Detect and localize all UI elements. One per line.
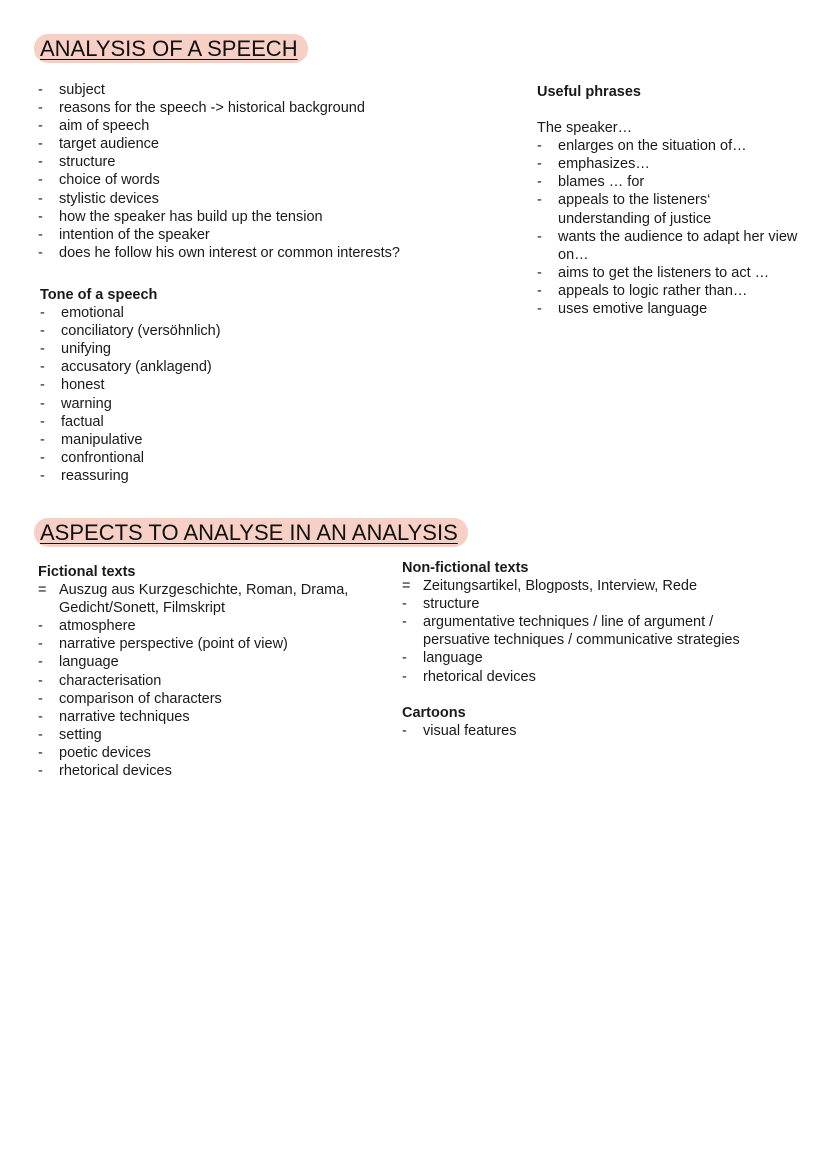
list-item bbox=[537, 228, 799, 264]
list-item-text: factual bbox=[61, 413, 104, 430]
list-item-text: setting bbox=[59, 726, 102, 743]
bullet-marker: - bbox=[40, 305, 45, 322]
list-item-text: appeals to the listeners‘ understanding of justice bbox=[558, 192, 712, 227]
bullet-marker: - bbox=[38, 226, 43, 243]
bullet-marker: - bbox=[38, 136, 43, 153]
bullet-marker: - bbox=[38, 118, 43, 135]
list-item bbox=[402, 649, 782, 667]
list-item bbox=[38, 762, 378, 780]
list-item bbox=[38, 208, 508, 226]
bullet-marker: - bbox=[40, 413, 45, 430]
tone-title: Tone of a speech bbox=[40, 287, 158, 303]
list-item-text: target audience bbox=[59, 136, 159, 153]
list-item-text: conciliatory (versöhnlich) bbox=[61, 323, 221, 340]
bullet-marker: - bbox=[537, 264, 542, 281]
nonfictional-texts-section bbox=[402, 559, 782, 740]
list-item bbox=[402, 613, 782, 649]
bullet-marker: - bbox=[38, 244, 43, 261]
nonfictional-texts-list bbox=[402, 577, 782, 686]
fictional-texts-title: Fictional texts bbox=[38, 564, 136, 580]
list-item-text: subject bbox=[59, 82, 105, 98]
bullet-marker: - bbox=[402, 722, 407, 739]
speech-aspects-section bbox=[38, 81, 508, 262]
bullet-marker: - bbox=[38, 726, 43, 743]
list-item bbox=[40, 449, 340, 467]
list-item-text: language bbox=[59, 654, 119, 671]
list-item-text: narrative perspective (point of view) bbox=[59, 636, 288, 653]
bullet-marker: - bbox=[402, 614, 407, 631]
fictional-texts-list bbox=[38, 581, 378, 780]
bullet-marker: = bbox=[38, 582, 47, 599]
list-item-text: argumentative techniques / line of argument / persuative techniques / communicative strategies bbox=[423, 614, 740, 649]
list-item-text: aims to get the listeners to act … bbox=[558, 264, 770, 281]
list-item bbox=[40, 431, 340, 449]
list-item-text: narrative techniques bbox=[59, 708, 190, 725]
list-item bbox=[38, 653, 378, 671]
bullet-marker: - bbox=[38, 744, 43, 761]
list-item-text: Auszug aus Kurzgeschichte, Roman, Drama, Gedicht/Sonett, Filmskript bbox=[59, 582, 349, 617]
list-item bbox=[537, 191, 799, 227]
bullet-marker: - bbox=[537, 138, 542, 155]
list-item bbox=[38, 672, 378, 690]
bullet-marker: - bbox=[38, 100, 43, 117]
list-item bbox=[537, 282, 799, 300]
list-item-text: rhetorical devices bbox=[59, 763, 172, 780]
bullet-marker: - bbox=[38, 208, 43, 225]
list-item-text: does he follow his own interest or common interests? bbox=[59, 244, 400, 261]
list-item-text: comparison of characters bbox=[59, 690, 222, 707]
speech-aspects-list bbox=[38, 81, 508, 262]
list-item bbox=[38, 99, 508, 117]
list-item-text: choice of words bbox=[59, 172, 160, 189]
list-item-text: structure bbox=[59, 154, 116, 171]
list-item bbox=[40, 358, 340, 376]
bullet-marker: - bbox=[537, 156, 542, 173]
list-item bbox=[38, 117, 508, 135]
list-item bbox=[40, 467, 340, 485]
list-item-text: language bbox=[423, 650, 483, 667]
aspects-heading: ASPECTS TO ANALYSE IN AN ANALYSIS bbox=[34, 518, 468, 547]
useful-phrases-section bbox=[537, 83, 799, 318]
nonfictional-texts-title: Non-fictional texts bbox=[402, 560, 529, 576]
list-item bbox=[38, 190, 508, 208]
bullet-marker: - bbox=[537, 192, 542, 209]
tone-list bbox=[40, 304, 340, 485]
list-item-text: structure bbox=[423, 596, 480, 613]
bullet-marker: - bbox=[40, 341, 45, 358]
list-item-text: rhetorical devices bbox=[423, 668, 536, 685]
bullet-marker: - bbox=[40, 359, 45, 376]
list-item bbox=[38, 581, 378, 617]
list-item-text: wants the audience to adapt her view on… bbox=[558, 228, 798, 263]
bullet-marker: - bbox=[38, 154, 43, 171]
list-item-text: appeals to logic rather than… bbox=[558, 282, 748, 299]
list-item-text: intention of the speaker bbox=[59, 226, 210, 243]
list-item-text: stylistic devices bbox=[59, 190, 159, 207]
list-item bbox=[38, 81, 508, 99]
list-item bbox=[40, 376, 340, 394]
list-item-text: aim of speech bbox=[59, 118, 150, 135]
bullet-marker: - bbox=[38, 82, 43, 98]
bullet-marker: - bbox=[38, 708, 43, 725]
bullet-marker: - bbox=[40, 395, 45, 412]
bullet-marker: - bbox=[402, 650, 407, 667]
list-item-text: emotional bbox=[61, 305, 124, 322]
bullet-marker: - bbox=[38, 654, 43, 671]
list-item-text: uses emotive language bbox=[558, 301, 708, 318]
list-item bbox=[40, 340, 340, 358]
bullet-marker: = bbox=[402, 578, 411, 595]
bullet-marker: - bbox=[38, 636, 43, 653]
list-item bbox=[38, 171, 508, 189]
bullet-marker: - bbox=[40, 431, 45, 448]
bullet-marker: - bbox=[537, 174, 542, 191]
bullet-marker: - bbox=[38, 190, 43, 207]
list-item-text: emphasizes… bbox=[558, 156, 650, 173]
bullet-marker: - bbox=[38, 672, 43, 689]
bullet-marker: - bbox=[38, 763, 43, 780]
useful-phrases-title: Useful phrases bbox=[537, 84, 641, 100]
list-item-text: manipulative bbox=[61, 431, 143, 448]
list-item-text: how the speaker has build up the tension bbox=[59, 208, 323, 225]
list-item-text: Zeitungsartikel, Blogposts, Interview, Rede bbox=[423, 578, 698, 595]
list-item bbox=[38, 635, 378, 653]
list-item bbox=[537, 155, 799, 173]
list-item bbox=[40, 322, 340, 340]
list-item-text: accusatory (anklagend) bbox=[61, 359, 212, 376]
bullet-marker: - bbox=[40, 323, 45, 340]
list-item-text: atmosphere bbox=[59, 618, 136, 635]
list-item-text: confrontional bbox=[61, 449, 145, 466]
bullet-marker: - bbox=[38, 618, 43, 635]
list-item bbox=[38, 135, 508, 153]
bullet-marker: - bbox=[402, 668, 407, 685]
list-item bbox=[40, 413, 340, 431]
useful-phrases-intro: The speaker… bbox=[537, 120, 633, 137]
list-item bbox=[537, 264, 799, 282]
list-item-text: blames … for bbox=[558, 174, 645, 191]
speech-heading: ANALYSIS OF A SPEECH bbox=[34, 34, 308, 63]
bullet-marker: - bbox=[38, 690, 43, 707]
bullet-marker: - bbox=[537, 301, 542, 318]
list-item-text: reassuring bbox=[61, 467, 129, 484]
list-item bbox=[38, 690, 378, 708]
bullet-marker: - bbox=[38, 172, 43, 189]
list-item-text: warning bbox=[61, 395, 112, 412]
list-item bbox=[402, 577, 782, 595]
bullet-marker: - bbox=[40, 377, 45, 394]
list-item-text: visual features bbox=[423, 722, 517, 739]
list-item bbox=[38, 226, 508, 244]
list-item-text: honest bbox=[61, 377, 105, 394]
list-item bbox=[537, 173, 799, 191]
bullet-marker: - bbox=[40, 449, 45, 466]
list-item bbox=[537, 137, 799, 155]
list-item bbox=[38, 617, 378, 635]
list-item bbox=[40, 304, 340, 322]
bullet-marker: - bbox=[537, 228, 542, 245]
list-item bbox=[38, 726, 378, 744]
bullet-marker: - bbox=[537, 282, 542, 299]
list-item bbox=[402, 722, 782, 740]
list-item-text: reasons for the speech -> historical background bbox=[59, 100, 365, 117]
list-item-text: enlarges on the situation of… bbox=[558, 138, 747, 155]
cartoons-title: Cartoons bbox=[402, 704, 466, 721]
list-item bbox=[38, 708, 378, 726]
list-item bbox=[402, 595, 782, 613]
fictional-texts-section bbox=[38, 563, 378, 780]
bullet-marker: - bbox=[40, 467, 45, 484]
tone-section bbox=[40, 286, 340, 485]
list-item bbox=[38, 244, 508, 262]
list-item-text: unifying bbox=[61, 341, 111, 358]
list-item-text: poetic devices bbox=[59, 744, 151, 761]
list-item bbox=[402, 668, 782, 686]
bullet-marker: - bbox=[402, 596, 407, 613]
cartoons-list bbox=[402, 722, 782, 740]
list-item-text: characterisation bbox=[59, 672, 162, 689]
list-item bbox=[38, 744, 378, 762]
list-item bbox=[537, 300, 799, 318]
list-item bbox=[38, 153, 508, 171]
list-item bbox=[40, 395, 340, 413]
useful-phrases-list bbox=[537, 137, 799, 318]
